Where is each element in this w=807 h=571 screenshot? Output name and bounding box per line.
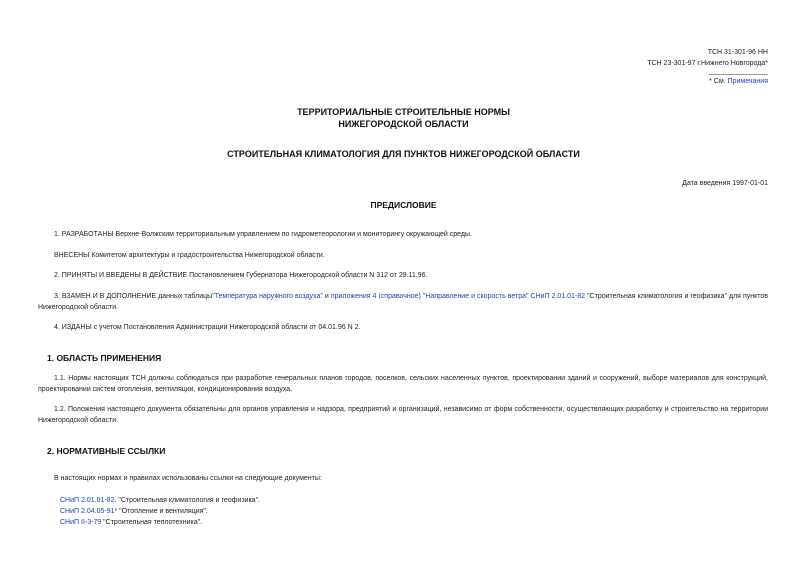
section-2-heading: 2. НОРМАТИВНЫЕ ССЫЛКИ [47, 446, 166, 456]
references-intro: В настоящих нормах и правилах использованы ссылки на следующие документы: [54, 475, 322, 482]
document-code-1: ТСН 31-301-96 НН [707, 49, 768, 56]
document-code-2: ТСН 23-301-97 г.Нижнего Новгорода* [647, 60, 768, 67]
reference-item [60, 495, 260, 506]
footnote-prefix: * См. [709, 78, 726, 85]
section-1-item-1: 1.1. Нормы настоящих ТСН должны соблюдаться при разработке генеральных планов городов, поселков, сельских населенных пунктов, проектировании зданий и сооружений, выборе материалов для конструкций, проектировании систем отопления, вентиляции, кондиционирования воздуха. [38, 375, 768, 393]
reference-link[interactable]: СНиП 2.01.01-82 [60, 497, 115, 504]
document-subtitle: СТРОИТЕЛЬНАЯ КЛИМАТОЛОГИЯ ДЛЯ ПУНКТОВ НИЖЕГОРОДСКОЙ ОБЛАСТИ [227, 149, 580, 159]
preface-item-4-text-a: 3. ВЗАМЕН И В ДОПОЛНЕНИЕ данных таблицы [54, 293, 213, 300]
reference-link[interactable]: СНиП II-3-79 [60, 519, 102, 526]
reference-item [60, 506, 208, 517]
title-line-1: ТЕРРИТОРИАЛЬНЫЕ СТРОИТЕЛЬНЫЕ НОРМЫ [297, 107, 510, 117]
document-title [0, 106, 807, 130]
footnote-divider [709, 74, 768, 75]
introduction-date: Дата введения 1997-01-01 [682, 180, 768, 187]
notes-link[interactable]: Примечания [727, 78, 768, 85]
preface-item-4-text-b: и [322, 293, 331, 300]
reference-item [60, 517, 202, 528]
reference-title: "Строительная теплотехника". [101, 519, 203, 526]
preface-item-2: ВНЕСЕНЫ Комитетом архитектуры и градостроительства Нижегородской области. [54, 252, 325, 259]
footnote [568, 78, 768, 85]
reference-link[interactable]: СНиП 2.04.05-91* [60, 508, 118, 515]
appendix-4-link[interactable]: приложения 4 (справочное) "Направление и скорость ветра" СНиП 2.01.01-82 [330, 293, 586, 300]
reference-title: . "Строительная климатология и геофизика". [114, 497, 260, 504]
preface-item-4-text-c: "Строительная климатология и геофизика" для пунктов Нижегородской области. [38, 293, 768, 311]
preface-item-5: 4. ИЗДАНЫ с учетом Постановления Администрации Нижегородской области от 04.01.96 N 2. [54, 324, 361, 331]
temperature-table-link[interactable]: "Температура наружного воздуха" [212, 293, 323, 300]
reference-title: "Отопление и вентиляция". [117, 508, 208, 515]
section-1-heading: 1. ОБЛАСТЬ ПРИМЕНЕНИЯ [47, 353, 162, 363]
section-1-item-2: 1.2. Положения настоящего документа обязательны для органов управления и надзора, предприятий и организаций, независимо от форм собственности, осуществляющих разработку и строительство на территории Нижегородской области. [38, 406, 768, 424]
preface-heading: ПРЕДИСЛОВИЕ [370, 200, 437, 210]
preface-item-4 [38, 291, 768, 313]
preface-item-3: 2. ПРИНЯТЫ И ВВЕДЕНЫ В ДЕЙСТВИЕ Постановлением Губернатора Нижегородской области N 312 от 29.11.96. [54, 272, 428, 279]
preface-item-1: 1. РАЗРАБОТАНЫ Верхне-Волжским территориальным управлением по гидрометеорологии и мониторингу окружающей среды. [54, 231, 472, 238]
title-line-2: НИЖЕГОРОДСКОЙ ОБЛАСТИ [338, 119, 469, 129]
